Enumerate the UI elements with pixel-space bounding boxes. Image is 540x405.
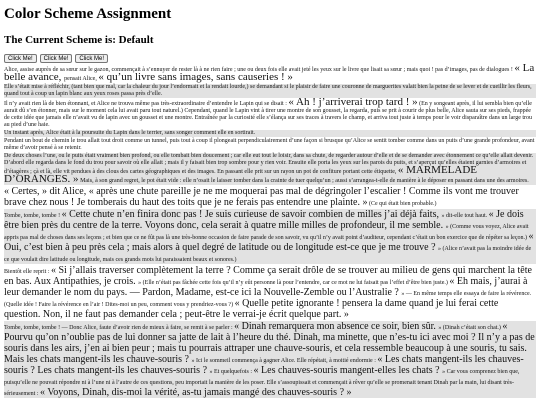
paragraph-text: « Pourvu qu’on n’oublie pas de lui donner sa jatte de lait à l’heure du thé. Dinah, ma minette, que n’es-tu ici avec moi ? Il n’y a pas de souris dans les airs, j’en ai bien peur ; mais tu pourrais attraper une chauve-souris, et cela ressemble beaucoup à une souris, tu sais. Mais les chats mangent-ils les chauve-souris ? <box>4 321 535 365</box>
paragraph-text: Mais, à son grand regret, le pot était vide : elle n’osait le laisser tomber dans la crainte de tuer quelqu’un ; aussi s’arrangea-t-elle de manière à le déposer en passant dans une des armoires. <box>78 178 529 184</box>
paragraph-text: Un instant après, Alice était à la poursuite du Lapin dans le terrier, sans songer comment elle en sortirait. <box>4 130 256 136</box>
paragraph-text: » (Dinah c’était son chat.) <box>438 325 503 331</box>
paragraph <box>4 321 536 398</box>
paragraph-text: » dit-elle tout haut. <box>441 213 489 219</box>
paragraph-text: » Ici le sommeil commença à gagner Alice. Elle répétait, à moitié endormie : <box>191 358 378 364</box>
paragraph-text: » (Alice n’avait pas la moindre idée de ce que voulait dire latitude ou longitude, mais ces grands mots lui paraissaient beaux et sonores.) <box>4 246 532 263</box>
paragraph-text: » (Comme vous voyez, Alice avait appris pas mal de choses dans ses leçons ; et bien que ce ne fût pas là une très-bonne occasion de faire parade de son savoir, vu qu’il n’y avait point d’auditeur, cependant c’était un bon exercice que de répéter sa leçon.) <box>4 224 529 241</box>
paragraph-text: (Ce qui était bien probable.) <box>367 201 437 207</box>
paragraph-text: « Si j’allais traverser complètement la terre ? Comme ça serait drôle de se trouver au milieu de gens qui marchent la tête en bas. Aux Antipathies, je crois. <box>4 265 532 287</box>
paragraph-text: « Les chauves-souris mangent-elles les chats ? <box>253 365 443 376</box>
click-me-button-2[interactable]: Click Me! <box>40 54 73 63</box>
paragraph-text: Il n’y avait rien là de bien étonnant, et Alice ne trouva même pas très-extraordinaire d’entendre le Lapin qui se disait : <box>4 101 289 107</box>
paragraph <box>4 130 536 137</box>
paragraph <box>4 186 536 208</box>
quote-text: « qu’un livre sans images, sans causeries ! » <box>98 71 293 83</box>
paragraph <box>4 153 536 185</box>
click-me-button-1[interactable]: Click Me! <box>4 54 37 63</box>
paragraph-text: Pendant un bout de chemin le trou allait tout droit comme un tunnel, puis tout à coup il plongeait perpendiculairement d’une façon si brusque qu’Alice se sentit tomber comme dans un puits d’une grande profondeur, avant même d’avoir pensé à se retenir. <box>4 138 535 151</box>
paragraph <box>4 138 536 152</box>
paragraph <box>4 265 536 320</box>
story-text <box>4 62 536 399</box>
paragraph-text: « Certes, » dit Alice, « après une chute pareille je ne me moquerai pas mal de dégringoler l’escalier ! Comme ils vont me trouver brave chez nous ! Je tomberais du haut des toits que je ne ferais pas entendre une plainte. » <box>4 186 519 208</box>
page-subtitle: The Current Scheme is: Default <box>4 34 154 46</box>
button-row <box>4 54 108 63</box>
paragraph-text: « Cette chute n’en finira donc pas ! Je suis curieuse de savoir combien de milles j’ai déjà faits, <box>61 209 442 220</box>
quote-text: « La belle avance, <box>4 62 535 83</box>
paragraph-text: pensait Alice, <box>64 76 99 82</box>
paragraph-text: Tombe, tombe, tombe ! <box>4 213 62 219</box>
paragraph-text: Bientôt elle reprit : <box>4 269 51 275</box>
paragraph-text: « Les chats mangent-ils les chauves-souris ? Les chats mangent-ils les chauves-souris ? <box>4 354 524 376</box>
paragraph <box>4 209 536 264</box>
paragraph-text: « Oui, c’est bien à peu près cela ; mais alors à quel degré de latitude ou de longitude est-ce que je me trouve ? <box>4 231 534 253</box>
paragraph-text: Alice, assise auprès de sa sœur sur le gazon, commençait à s’ennuyer de rester là à ne rien faire ; une ou deux fois elle avait jeté les yeux sur le livre que lisait sa sœur ; mais quoi ! pas d’images, pas de dialogues ! <box>4 67 515 73</box>
paragraph <box>4 84 536 98</box>
page-title: Color Scheme Assignment <box>4 6 172 22</box>
paragraph <box>4 62 536 83</box>
paragraph-text: » Et quelquefois : <box>209 369 254 375</box>
paragraph-text: « Je dois être bien près du centre de la terre. Voyons donc, cela serait à quatre mille milles de profondeur, il me semble. <box>4 209 524 231</box>
paragraph-text: Tombe, tombe, tombe ! — Donc Alice, faute d’avoir rien de mieux à faire, se remit à se parler : <box>4 325 235 331</box>
quote-text: « Ah ! j’arriverai trop tard ! » <box>288 96 418 108</box>
paragraph-text: De deux choses l’une, ou le puits était vraiment bien profond, ou elle tombait bien doucement ; car elle eut tout le loisir, dans sa chute, de regarder autour d’elle et de se demander avec étonnement ce qu’elle allait devenir. D’abord elle regarda dans le fond du trou pour savoir où elle allait ; mais il y faisait bien trop sombre pour y rien voir. Ensuite elle porta les yeux sur les parois du puits, et s’aperçut qu’elles étaient garnies d’armoires et d’étagères ; çà et là, elle vit pendues à des clous des cartes géographiques et des images. En passant elle prit sur un rayon un pot de confiture portant cette étiquette, <box>4 153 534 175</box>
paragraph-text: « Eh mais, j’aurai à leur demander le nom du pays. — Pardon, Madame, est-ce ici la Nouvelle-Zemble ou l’Australie ? <box>4 276 528 298</box>
paragraph-text: Elle s’était mise à réfléchir, (tant bien que mal, car la chaleur du jour l’endormait et la rendait lourde,) se demandant si le plaisir de faire une couronne de marguerites valait bien la peine de se lever et de cueillir les fleurs, quand tout à coup un lapin blanc aux yeux roses passa près d’elle. <box>4 84 532 97</box>
paragraph-text: « Voyons, Dinah, dis-moi la vérité, as-tu jamais mangé des chauves-souris ? » <box>40 387 352 398</box>
paragraph-text: (En y songeant après, il lui sembla bien qu’elle aurait dû s’en étonner, mais sur le moment cela lui avait paru tout naturel.) Cependant, quand le Lapin vint à tirer une montre de son gousset, la regarda, puis se prit à courir de plus belle, Alice sauta sur ses pieds, frappée de cette idée que jamais elle n’avait vu de lapin avec un gousset et une montre. Entraînée par la curiosité elle s’élança sur ses traces à travers le champ, et arriva tout juste à temps pour le voir disparaître dans un large trou au pied d’une haie. <box>4 101 533 128</box>
paragraph-text: « Quelle petite ignorante ! pensera la dame quand je lui ferai cette question. Non, il ne faut pas demander cela ; peut-être le verrai-je écrit quelque part. » <box>4 298 499 320</box>
paragraph-text: » — En même temps elle essaya de faire la révérence. (Quelle idée ! Faire la révérence en l’air ! Dites-moi un peu, comment vous y prendriez-vous ?) <box>4 291 532 308</box>
quote-text: « MARMELADE D’ORANGES. » <box>4 164 478 185</box>
paragraph-text: » (Elle n’était pas fâchée cette fois qu’il n’y eût personne là pour l’entendre, car ce mot ne lui faisait pas l’effet d’être bien juste.) <box>138 280 450 286</box>
click-me-button-3[interactable]: Click Me! <box>75 54 108 63</box>
paragraph <box>4 96 536 129</box>
paragraph-text: « Dinah remarquera mon absence ce soir, bien sûr. <box>234 321 439 332</box>
paragraph-text: » Car vous comprenez bien que, puisqu’elle ne pouvait répondre ni à l’une ni à l’autre de ces questions, peu importait la manière de les poser. Elle s’assoupissait et commençait à rêver qu’elle se promenait tenant Dinah par la main, lui disant très-sérieusement : <box>4 369 520 397</box>
